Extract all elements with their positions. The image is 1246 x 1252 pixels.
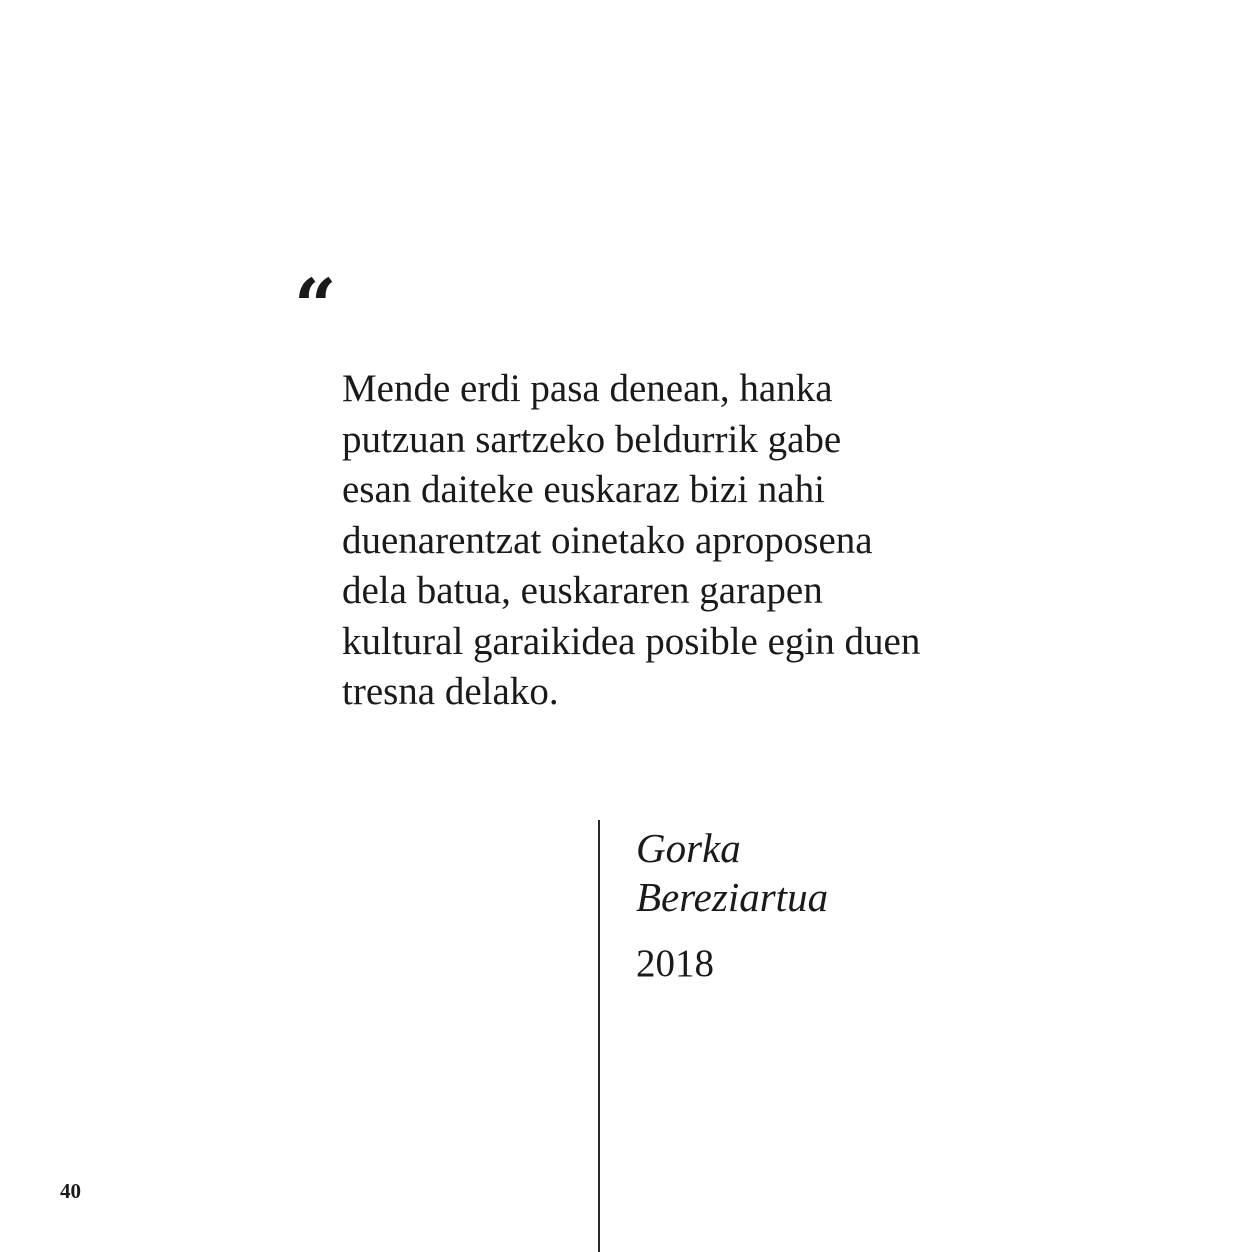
author-first-name: Gorka: [636, 825, 741, 871]
quote-line: esan daiteke euskaraz bizi nahi: [342, 468, 825, 511]
quote-line: duenarentzat oinetako aproposena: [342, 518, 873, 562]
quote-year: 2018: [636, 942, 714, 985]
quote-line: Mende erdi pasa denean, hanka: [342, 367, 833, 410]
quote-line: dela batua, euskararen garapen: [342, 569, 823, 612]
author-name: [636, 824, 828, 922]
author-last-name: Bereziartua: [636, 874, 829, 920]
quote-line: kultural garaikidea posible egin duen: [342, 619, 921, 663]
quotation-mark-icon: “: [294, 264, 337, 350]
quote-line: tresna delako.: [342, 670, 559, 713]
page-number: 40: [60, 1179, 81, 1203]
vertical-divider: [598, 820, 600, 1252]
quote-text: [342, 364, 1042, 718]
quote-line: putzuan sartzeko beldurrik gabe: [342, 417, 842, 461]
